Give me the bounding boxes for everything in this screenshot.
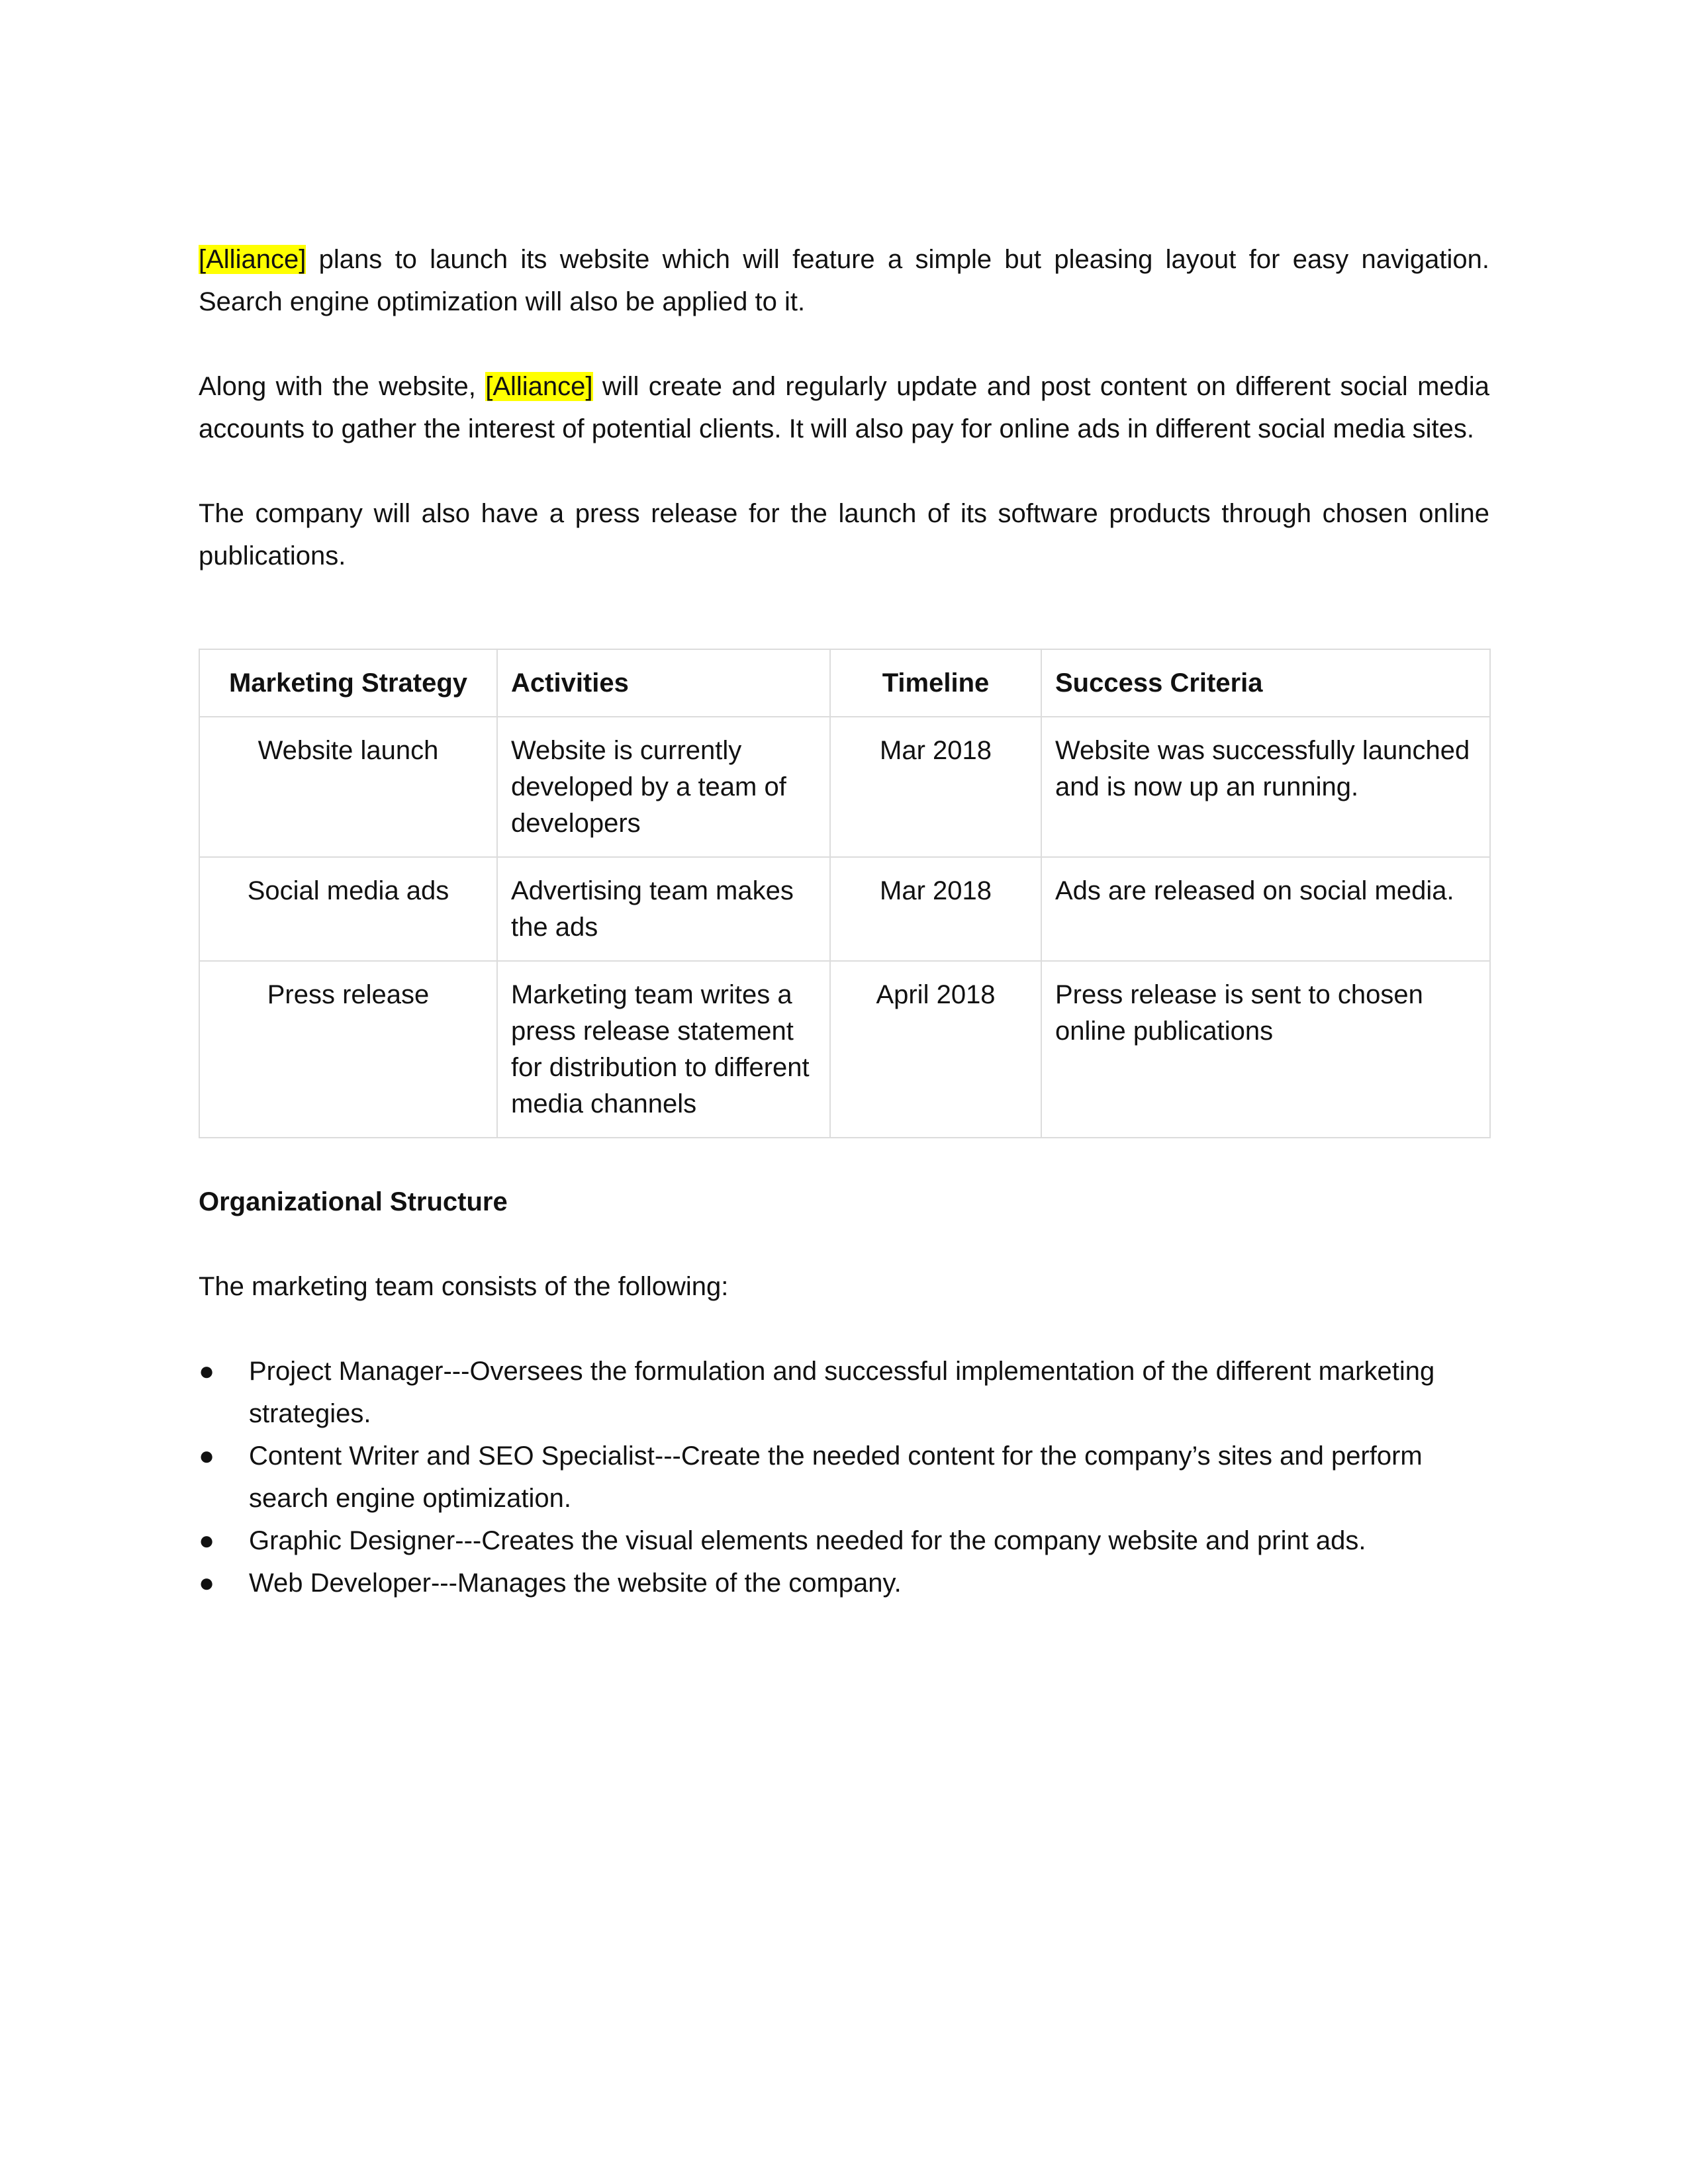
intro-paragraph-website	[199, 238, 1489, 323]
bullet-icon: ●	[199, 1357, 215, 1386]
cell-timeline: Mar 2018	[830, 857, 1041, 961]
bullet-icon: ●	[199, 1569, 215, 1598]
header-timeline: Timeline	[830, 649, 1041, 717]
table-header-row	[199, 649, 1490, 717]
list-item	[199, 1350, 1489, 1435]
table-row	[199, 961, 1490, 1138]
list-item-text: Web Developer---Manages the website of the company.	[249, 1569, 902, 1598]
intro-paragraph-social	[199, 365, 1489, 450]
cell-strategy: Website launch	[199, 717, 497, 857]
cell-criteria: Ads are released on social media.	[1041, 857, 1490, 961]
cell-strategy: Press release	[199, 961, 497, 1138]
list-item-text: Graphic Designer---Creates the visual elements needed for the company website and print ads.	[249, 1526, 1366, 1555]
table-row	[199, 857, 1490, 961]
marketing-plan-table	[199, 649, 1491, 1138]
cell-strategy: Social media ads	[199, 857, 497, 961]
intro-paragraph-website-text: plans to launch its website which will feature a simple but pleasing layout for easy navigation. Search engine optimization will also be applied to it.	[199, 245, 1489, 316]
role-list	[199, 1350, 1489, 1604]
intro-paragraph-social-before: Along with the website,	[199, 372, 486, 401]
cell-activities: Website is currently developed by a team of developers	[497, 717, 830, 857]
intro-paragraph-social-after: will create and regularly update and post content on different social media accounts to gather the interest of potential clients. It will also pay for online ads in different social media sites.	[199, 372, 1490, 443]
cell-activities: Marketing team writes a press release statement for distribution to different media channels	[497, 961, 830, 1138]
bullet-icon: ●	[199, 1441, 215, 1471]
bullet-icon: ●	[199, 1526, 215, 1555]
list-item	[199, 1435, 1489, 1520]
intro-paragraph-press: The company will also have a press release for the launch of its software products through chosen online publications.	[199, 499, 1489, 570]
list-item-text: Project Manager---Oversees the formulation and successful implementation of the different marketing strategies.	[249, 1357, 1435, 1428]
header-activities: Activities	[497, 649, 830, 717]
section-title: Organizational Structure	[199, 1187, 508, 1216]
org-lead-text: The marketing team consists of the following:	[199, 1272, 729, 1301]
company-name-highlight: [Alliance]	[199, 245, 306, 274]
cell-timeline: April 2018	[830, 961, 1041, 1138]
cell-activities: Advertising team makes the ads	[497, 857, 830, 961]
list-item	[199, 1520, 1489, 1562]
cell-criteria: Press release is sent to chosen online publications	[1041, 961, 1490, 1138]
cell-criteria: Website was successfully launched and is now up an running.	[1041, 717, 1490, 857]
header-marketing-strategy: Marketing Strategy	[199, 649, 497, 717]
company-name-highlight: [Alliance]	[485, 372, 593, 401]
document-page	[199, 238, 1489, 1604]
list-item	[199, 1562, 1489, 1604]
cell-timeline: Mar 2018	[830, 717, 1041, 857]
table-row	[199, 717, 1490, 857]
list-item-text: Content Writer and SEO Specialist---Create the needed content for the company’s sites and perform search engine optimization.	[249, 1441, 1423, 1513]
header-success-criteria: Success Criteria	[1041, 649, 1490, 717]
